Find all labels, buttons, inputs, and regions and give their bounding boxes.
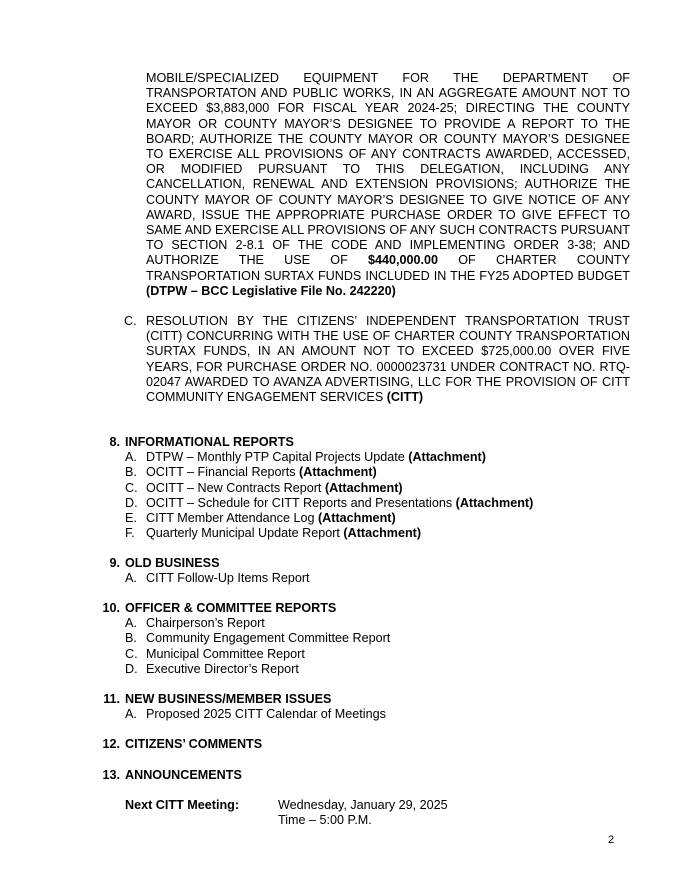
item-text: Executive Director’s Report xyxy=(146,661,299,676)
attachment-label: (Attachment) xyxy=(324,480,403,495)
item-letter: A. xyxy=(125,450,137,465)
section-number: 13. xyxy=(102,768,120,782)
item-letter: A. xyxy=(125,707,137,722)
item-text: Chairperson’s Report xyxy=(146,616,265,631)
attachment-label: (Attachment) xyxy=(343,526,422,541)
section-number: 10. xyxy=(102,601,120,615)
section-title: INFORMATIONAL REPORTS xyxy=(125,435,294,449)
item-letter: F. xyxy=(125,526,135,541)
section-number: 8. xyxy=(109,435,120,449)
section-number: 11. xyxy=(103,692,120,706)
item-b-continuation xyxy=(146,71,630,299)
item-letter: A. xyxy=(125,571,137,586)
item-b-text-after: OF CHARTER COUNTY TRANSPORTATION SURTAX FUNDS INCLUDED IN THE FY25 ADOPTED BUDGET xyxy=(146,253,630,283)
item-letter: D. xyxy=(125,661,138,676)
item-letter: C. xyxy=(125,480,138,495)
next-meeting-date: Wednesday, January 29, 2025 xyxy=(278,798,448,812)
next-meeting-details xyxy=(278,798,448,828)
section-title: NEW BUSINESS/MEMBER ISSUES xyxy=(125,692,332,706)
item-text: CITT Follow-Up Items Report xyxy=(146,571,310,586)
item-text: OCITT – Financial Reports xyxy=(146,465,300,480)
item-c-letter: C. xyxy=(124,314,137,328)
item-b-amount: $440,000.00 xyxy=(367,253,439,268)
item-text: DTPW – Monthly PTP Capital Projects Update xyxy=(146,450,409,465)
next-meeting-time: Time – 5:00 P.M. xyxy=(278,813,372,828)
item-text: Community Engagement Committee Report xyxy=(146,631,391,646)
item-text: Proposed 2025 CITT Calendar of Meetings xyxy=(146,707,386,722)
section-title: CITIZENS’ COMMENTS xyxy=(125,737,263,751)
item-text: CITT Member Attendance Log xyxy=(146,510,318,525)
item-text: OCITT – Schedule for CITT Reports and Presentations xyxy=(146,495,456,510)
item-text: Quarterly Municipal Update Report xyxy=(146,526,344,541)
section-title: ANNOUNCEMENTS xyxy=(125,768,242,782)
next-meeting-label: Next CITT Meeting: xyxy=(125,798,240,812)
item-letter: C. xyxy=(125,646,138,661)
attachment-label: (Attachment) xyxy=(299,465,377,480)
item-c-paragraph xyxy=(146,314,630,405)
item-letter: D. xyxy=(125,495,138,510)
item-b-text: MOBILE/SPECIALIZED EQUIPMENT FOR THE DEPARTMENT OF TRANSPORTATON AND PUBLIC WORKS, IN AN AGGREGATE AMOUNT NOT TO EXCEED $3,883,000 FOR FISCAL YEAR 2024-25; DIRECTING THE COUNTY MAYOR OR COUNTY MAYOR’S DESIGNEE TO PROVIDE A REPORT TO THE BOARD; AUTHORIZE THE COUNTY MAYOR OR COUNTY MAYOR’S DESIGNEE TO EXERCISE ALL PROVISIONS OF ANY CONTRACTS AWARDED, ACCESSED, OR MODIFIED PURSUANT TO THIS DELEGATION, INCLUDING ANY CANCELLATION, RENEWAL AND EXTENSION PROVISIONS; AUTHORIZE THE COUNTY MAYOR OF COUNTY MAYOR’S DESIGNEE TO GIVE NOTICE OF ANY AWARD, ISSUE THE APPROPRIATE PURCHASE ORDER TO GIVE EFFECT TO SAME AND EXERCISE ALL PROVISIONS OF ANY SUCH CONTRACTS PURSUANT TO SECTION 2-8.1 OF THE CODE AND IMPLEMENTING ORDER 3-38; AND AUTHORIZE THE USE OF xyxy=(146,71,630,268)
attachment-label: (Attachment) xyxy=(317,510,396,525)
item-b-file-ref: (DTPW – BCC Legislative File No. 242220) xyxy=(146,283,396,298)
item-letter: B. xyxy=(125,631,137,646)
section-title: OFFICER & COMMITTEE REPORTS xyxy=(125,601,337,615)
item-text: OCITT – New Contracts Report xyxy=(146,480,325,495)
page-number: 2 xyxy=(608,834,615,846)
section-title: OLD BUSINESS xyxy=(125,556,220,570)
section-number: 9. xyxy=(109,556,120,570)
item-letter: A. xyxy=(125,616,137,631)
item-text: Municipal Committee Report xyxy=(146,646,305,661)
item-c-suffix: (CITT) xyxy=(386,390,424,405)
item-c-text: RESOLUTION BY THE CITIZENS’ INDEPENDENT TRANSPORTATION TRUST (CITT) CONCURRING WITH THE USE OF CHARTER COUNTY TRANSPORTATION SURTAX FUNDS, IN AN AMOUNT NOT TO EXCEED $725,000.00 OVER FIVE YEARS, FOR PURCHASE ORDER NO. 0000023731 UNDER CONTRACT NO. RTQ-02047 AWARDED TO AVANZA ADVERTISING, LLC FOR THE PROVISION OF CITT COMMUNITY ENGAGEMENT SERVICES xyxy=(146,314,630,405)
item-letter: B. xyxy=(125,465,137,480)
section-number: 12. xyxy=(102,737,120,751)
attachment-label: (Attachment) xyxy=(455,495,534,510)
attachment-label: (Attachment) xyxy=(408,450,486,465)
item-letter: E. xyxy=(125,510,137,525)
